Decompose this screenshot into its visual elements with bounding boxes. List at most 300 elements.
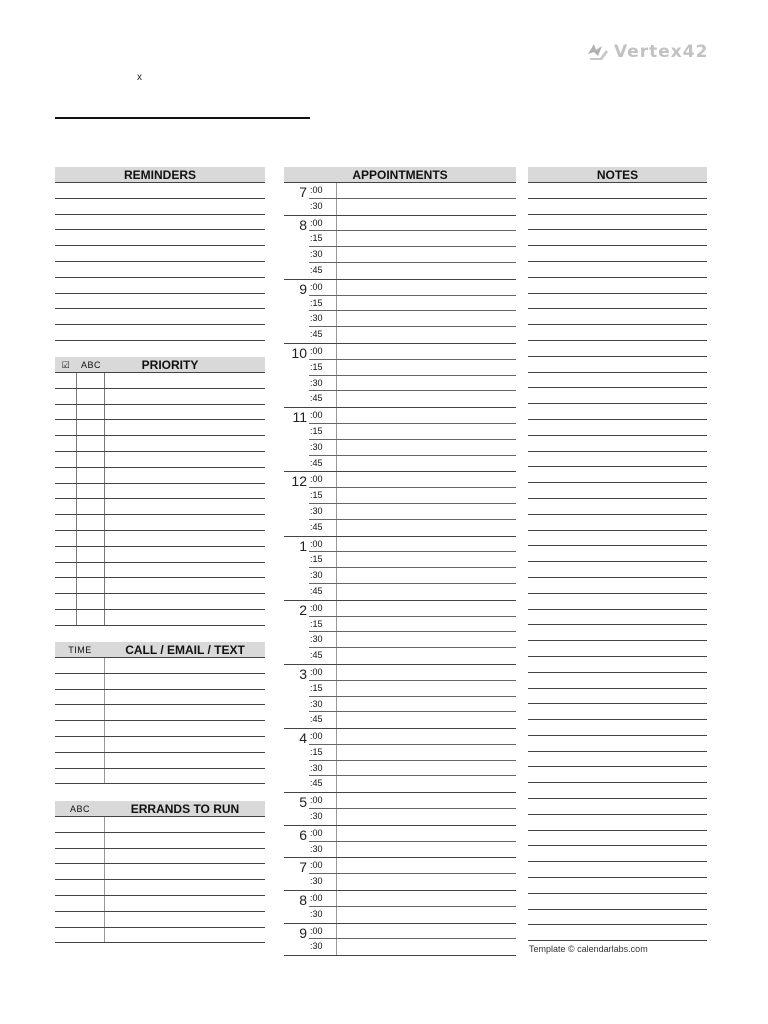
note-line[interactable]	[528, 862, 707, 878]
time-slot[interactable]	[309, 424, 516, 440]
appointment-entry[interactable]	[337, 826, 516, 841]
time-slot[interactable]	[309, 697, 516, 713]
call-entry-cell[interactable]	[105, 674, 265, 689]
minute-label: :45	[309, 456, 337, 472]
appointment-entry[interactable]	[337, 440, 516, 455]
minute-label: :15	[309, 424, 337, 439]
note-line[interactable]	[528, 767, 707, 783]
reminder-line[interactable]	[55, 183, 265, 199]
errand-row	[55, 864, 265, 880]
time-slot[interactable]	[309, 263, 516, 279]
time-slot[interactable]	[309, 601, 516, 617]
minute-label: :30	[309, 697, 337, 712]
call-row	[55, 690, 265, 706]
minute-label: :00	[309, 665, 337, 680]
appointment-entry[interactable]	[337, 924, 516, 939]
note-line[interactable]	[528, 341, 707, 357]
template-credit: Template © calendarlabs.com	[529, 944, 648, 954]
note-line[interactable]	[528, 815, 707, 831]
appointment-entry[interactable]	[337, 729, 516, 744]
priority-abc-cell[interactable]	[77, 610, 105, 625]
note-line[interactable]	[528, 230, 707, 246]
time-slot[interactable]	[309, 632, 516, 648]
minute-label: :00	[309, 858, 337, 873]
appointment-entry[interactable]	[337, 488, 516, 503]
priority-abc-cell[interactable]	[77, 547, 105, 562]
appointment-entry[interactable]	[337, 617, 516, 632]
appointment-entry[interactable]	[337, 280, 516, 295]
priority-abc-cell[interactable]	[77, 531, 105, 546]
note-line[interactable]	[528, 309, 707, 325]
minute-label: :15	[309, 231, 337, 246]
note-line[interactable]	[528, 910, 707, 926]
call-time-cell[interactable]	[55, 705, 105, 720]
call-entry-cell[interactable]	[105, 753, 265, 768]
appointment-entry[interactable]	[337, 216, 516, 231]
appointment-entry[interactable]	[337, 520, 516, 536]
hour-slots	[309, 891, 516, 923]
note-line[interactable]	[528, 720, 707, 736]
appointment-entry[interactable]	[337, 793, 516, 808]
reminder-line[interactable]	[55, 246, 265, 262]
note-line[interactable]	[528, 562, 707, 578]
call-time-cell[interactable]	[55, 658, 105, 673]
call-entry-cell[interactable]	[105, 769, 265, 784]
priority-task-cell[interactable]	[105, 452, 265, 467]
time-slot[interactable]	[309, 729, 516, 745]
priority-task-cell[interactable]	[105, 515, 265, 530]
time-slot[interactable]	[309, 344, 516, 360]
priority-abc-cell[interactable]	[77, 499, 105, 514]
appointment-entry[interactable]	[337, 376, 516, 391]
time-slot[interactable]	[309, 183, 516, 199]
priority-title: PRIORITY	[141, 357, 199, 372]
appointment-entry[interactable]	[337, 939, 516, 955]
note-line[interactable]	[528, 483, 707, 499]
appointment-entry[interactable]	[337, 472, 516, 487]
priority-abc-cell[interactable]	[77, 594, 105, 609]
priority-abc-cell[interactable]	[77, 515, 105, 530]
appointment-entry[interactable]	[337, 456, 516, 472]
priority-check-cell[interactable]	[55, 515, 77, 530]
reminder-line[interactable]	[55, 199, 265, 215]
time-slot[interactable]	[309, 793, 516, 809]
appointment-entry[interactable]	[337, 504, 516, 519]
priority-task-cell[interactable]	[105, 563, 265, 578]
errand-abc-cell[interactable]	[55, 833, 105, 848]
time-slot[interactable]	[309, 280, 516, 296]
reminders-section	[55, 167, 265, 341]
priority-task-cell[interactable]	[105, 594, 265, 609]
hour-label: 5	[299, 794, 307, 811]
note-line[interactable]	[528, 783, 707, 799]
appointment-entry[interactable]	[337, 907, 516, 923]
hour-label: 6	[299, 826, 307, 843]
priority-check-cell[interactable]	[55, 531, 77, 546]
time-slot[interactable]	[309, 376, 516, 392]
time-slot[interactable]	[309, 360, 516, 376]
priority-check-cell[interactable]	[55, 420, 77, 435]
call-time-cell[interactable]	[55, 674, 105, 689]
priority-check-cell[interactable]	[55, 610, 77, 625]
priority-task-cell[interactable]	[105, 420, 265, 435]
appointment-entry[interactable]	[337, 296, 516, 311]
time-slot[interactable]	[309, 907, 516, 923]
note-line[interactable]	[528, 673, 707, 689]
hour-label: 2	[299, 601, 307, 618]
call-entry-cell[interactable]	[105, 721, 265, 736]
appointment-entry[interactable]	[337, 552, 516, 567]
call-row	[55, 769, 265, 785]
priority-abc-cell[interactable]	[77, 484, 105, 499]
note-line[interactable]	[528, 657, 707, 673]
priority-row	[55, 578, 265, 594]
priority-check-cell[interactable]	[55, 499, 77, 514]
priority-row	[55, 484, 265, 500]
time-slot[interactable]	[309, 552, 516, 568]
call-time-cell[interactable]	[55, 769, 105, 784]
appointment-entry[interactable]	[337, 263, 516, 279]
time-slot[interactable]	[309, 199, 516, 215]
appointment-entry[interactable]	[337, 183, 516, 198]
appointment-entry[interactable]	[337, 632, 516, 647]
time-slot[interactable]	[309, 761, 516, 777]
minute-label: :30	[309, 761, 337, 776]
note-line[interactable]	[528, 752, 707, 768]
time-slot[interactable]	[309, 776, 516, 792]
errand-entry-cell[interactable]	[105, 896, 265, 911]
reminder-line[interactable]	[55, 262, 265, 278]
errand-abc-cell[interactable]	[55, 928, 105, 943]
appointment-entry[interactable]	[337, 408, 516, 423]
priority-abc-cell[interactable]	[77, 389, 105, 404]
note-line[interactable]	[528, 878, 707, 894]
time-slot[interactable]	[309, 584, 516, 600]
appointment-entry[interactable]	[337, 745, 516, 760]
time-slot[interactable]	[309, 617, 516, 633]
errand-row	[55, 896, 265, 912]
note-line[interactable]	[528, 594, 707, 610]
logo-mark-icon	[586, 42, 610, 62]
note-line[interactable]	[528, 420, 707, 436]
hour-block	[284, 924, 516, 957]
time-slot[interactable]	[309, 216, 516, 232]
errand-entry-cell[interactable]	[105, 928, 265, 943]
hour-slots	[309, 183, 516, 215]
time-slot[interactable]	[309, 488, 516, 504]
call-entry-cell[interactable]	[105, 658, 265, 673]
priority-check-cell[interactable]	[55, 436, 77, 451]
time-slot[interactable]	[309, 537, 516, 553]
hour-slots	[309, 280, 516, 343]
note-line[interactable]	[528, 546, 707, 562]
note-line[interactable]	[528, 499, 707, 515]
reminder-line[interactable]	[55, 278, 265, 294]
note-line[interactable]	[528, 578, 707, 594]
appointment-entry[interactable]	[337, 601, 516, 616]
errand-abc-cell[interactable]	[55, 896, 105, 911]
appointment-entry[interactable]	[337, 344, 516, 359]
vertex42-logo	[586, 38, 708, 66]
priority-row	[55, 515, 265, 531]
note-line[interactable]	[528, 325, 707, 341]
minute-label: :45	[309, 648, 337, 664]
hour-slots	[309, 601, 516, 664]
appointment-entry[interactable]	[337, 842, 516, 858]
note-line[interactable]	[528, 846, 707, 862]
priority-check-cell[interactable]	[55, 578, 77, 593]
minute-label: :30	[309, 907, 337, 923]
call-time-cell[interactable]	[55, 721, 105, 736]
appointment-entry[interactable]	[337, 231, 516, 246]
priority-abc-cell[interactable]	[77, 373, 105, 388]
errand-abc-cell[interactable]	[55, 817, 105, 832]
hour-label: 12	[291, 473, 307, 490]
priority-abc-cell[interactable]	[77, 436, 105, 451]
priority-task-cell[interactable]	[105, 484, 265, 499]
note-line[interactable]	[528, 515, 707, 531]
priority-check-cell[interactable]	[55, 468, 77, 483]
call-entry-cell[interactable]	[105, 737, 265, 752]
time-slot[interactable]	[309, 826, 516, 842]
hour-block	[284, 826, 516, 859]
appointment-entry[interactable]	[337, 858, 516, 873]
priority-abc-cell[interactable]	[77, 405, 105, 420]
appointment-entry[interactable]	[337, 761, 516, 776]
errand-entry-cell[interactable]	[105, 849, 265, 864]
errand-entry-cell[interactable]	[105, 864, 265, 879]
time-slot[interactable]	[309, 391, 516, 407]
time-slot[interactable]	[309, 456, 516, 472]
priority-check-cell[interactable]	[55, 405, 77, 420]
priority-task-cell[interactable]	[105, 373, 265, 388]
hour-block	[284, 537, 516, 601]
minute-label: :00	[309, 472, 337, 487]
minute-label: :00	[309, 826, 337, 841]
note-line[interactable]	[528, 262, 707, 278]
appointment-entry[interactable]	[337, 360, 516, 375]
errand-entry-cell[interactable]	[105, 880, 265, 895]
appointment-entry[interactable]	[337, 199, 516, 215]
errand-abc-cell[interactable]	[55, 864, 105, 879]
priority-task-cell[interactable]	[105, 389, 265, 404]
note-line[interactable]	[528, 799, 707, 815]
appointment-entry[interactable]	[337, 311, 516, 326]
note-line[interactable]	[528, 831, 707, 847]
priority-task-cell[interactable]	[105, 436, 265, 451]
appointment-entry[interactable]	[337, 247, 516, 262]
time-slot[interactable]	[309, 520, 516, 536]
note-line[interactable]	[528, 736, 707, 752]
priority-abc-cell[interactable]	[77, 563, 105, 578]
priority-task-cell[interactable]	[105, 531, 265, 546]
minute-label: :00	[309, 280, 337, 295]
hour-slots	[309, 858, 516, 890]
time-slot[interactable]	[309, 408, 516, 424]
time-slot[interactable]	[309, 874, 516, 890]
checkbox-icon: ☑	[61, 359, 71, 370]
minute-label: :15	[309, 296, 337, 311]
note-line[interactable]	[528, 641, 707, 657]
note-line[interactable]	[528, 925, 707, 941]
hour-label: 8	[299, 892, 307, 909]
priority-task-cell[interactable]	[105, 578, 265, 593]
errand-abc-cell[interactable]	[55, 849, 105, 864]
errand-entry-cell[interactable]	[105, 817, 265, 832]
priority-abc-cell[interactable]	[77, 578, 105, 593]
priority-abc-cell[interactable]	[77, 468, 105, 483]
reminder-line[interactable]	[55, 230, 265, 246]
note-line[interactable]	[528, 294, 707, 310]
priority-check-cell[interactable]	[55, 563, 77, 578]
time-slot[interactable]	[309, 712, 516, 728]
priority-task-cell[interactable]	[105, 610, 265, 625]
priority-task-cell[interactable]	[105, 468, 265, 483]
note-line[interactable]	[528, 183, 707, 199]
errands-section	[55, 801, 265, 943]
reminder-line[interactable]	[55, 294, 265, 310]
minute-label: :45	[309, 520, 337, 536]
appointment-entry[interactable]	[337, 424, 516, 439]
note-line[interactable]	[528, 404, 707, 420]
call-row	[55, 705, 265, 721]
appointment-entry[interactable]	[337, 697, 516, 712]
priority-task-cell[interactable]	[105, 405, 265, 420]
reminder-line[interactable]	[55, 215, 265, 231]
priority-task-cell[interactable]	[105, 547, 265, 562]
time-slot[interactable]	[309, 568, 516, 584]
time-slot[interactable]	[309, 842, 516, 858]
time-slot[interactable]	[309, 809, 516, 825]
minute-label: :00	[309, 729, 337, 744]
appointment-entry[interactable]	[337, 568, 516, 583]
note-line[interactable]	[528, 436, 707, 452]
call-time-cell[interactable]	[55, 753, 105, 768]
note-line[interactable]	[528, 467, 707, 483]
priority-row	[55, 594, 265, 610]
time-slot[interactable]	[309, 924, 516, 940]
note-line[interactable]	[528, 199, 707, 215]
note-line[interactable]	[528, 357, 707, 373]
hour-label: 7	[299, 859, 307, 876]
time-slot[interactable]	[309, 311, 516, 327]
call-entry-cell[interactable]	[105, 690, 265, 705]
appointment-entry[interactable]	[337, 776, 516, 792]
marker-x: x	[137, 72, 142, 83]
priority-check-cell[interactable]	[55, 389, 77, 404]
hour-slots	[309, 729, 516, 792]
time-slot[interactable]	[309, 681, 516, 697]
appointment-entry[interactable]	[337, 665, 516, 680]
note-line[interactable]	[528, 704, 707, 720]
errand-row	[55, 849, 265, 865]
appointment-entry[interactable]	[337, 648, 516, 664]
note-line[interactable]	[528, 625, 707, 641]
priority-abc-label: ABC	[80, 359, 101, 370]
minute-label: :00	[309, 408, 337, 423]
time-slot[interactable]	[309, 247, 516, 263]
priority-check-cell[interactable]	[55, 484, 77, 499]
priority-check-cell[interactable]	[55, 547, 77, 562]
minute-label: :15	[309, 681, 337, 696]
call-rows	[55, 658, 265, 784]
reminder-line[interactable]	[55, 309, 265, 325]
minute-label: :00	[309, 601, 337, 616]
note-line[interactable]	[528, 278, 707, 294]
priority-abc-cell[interactable]	[77, 420, 105, 435]
appointments-section	[284, 167, 516, 956]
errand-entry-cell[interactable]	[105, 833, 265, 848]
appointment-entry[interactable]	[337, 681, 516, 696]
minute-label: :45	[309, 263, 337, 279]
call-entry-cell[interactable]	[105, 705, 265, 720]
note-line[interactable]	[528, 689, 707, 705]
time-slot[interactable]	[309, 858, 516, 874]
hour-block	[284, 408, 516, 472]
note-line[interactable]	[528, 610, 707, 626]
call-time-cell[interactable]	[55, 690, 105, 705]
appointment-entry[interactable]	[337, 874, 516, 890]
note-line[interactable]	[528, 246, 707, 262]
time-slot[interactable]	[309, 504, 516, 520]
time-slot[interactable]	[309, 231, 516, 247]
priority-row	[55, 531, 265, 547]
note-line[interactable]	[528, 452, 707, 468]
note-line[interactable]	[528, 531, 707, 547]
minute-label: :45	[309, 712, 337, 728]
priority-row	[55, 610, 265, 626]
note-line[interactable]	[528, 894, 707, 910]
minute-label: :30	[309, 842, 337, 858]
call-time-label: TIME	[68, 644, 92, 655]
priority-check-cell[interactable]	[55, 594, 77, 609]
appointment-entry[interactable]	[337, 809, 516, 825]
priority-check-cell[interactable]	[55, 373, 77, 388]
minute-label: :30	[309, 632, 337, 647]
appointment-entry[interactable]	[337, 327, 516, 343]
priority-abc-cell[interactable]	[77, 452, 105, 467]
appointment-entry[interactable]	[337, 391, 516, 407]
time-slot[interactable]	[309, 891, 516, 907]
priority-task-cell[interactable]	[105, 499, 265, 514]
call-row	[55, 753, 265, 769]
hour-label: 3	[299, 665, 307, 682]
priority-check-cell[interactable]	[55, 452, 77, 467]
note-line[interactable]	[528, 373, 707, 389]
priority-row	[55, 452, 265, 468]
time-slot[interactable]	[309, 648, 516, 664]
appointment-entry[interactable]	[337, 891, 516, 906]
appointment-entry[interactable]	[337, 584, 516, 600]
errand-abc-cell[interactable]	[55, 912, 105, 927]
hour-block	[284, 344, 516, 408]
errand-entry-cell[interactable]	[105, 912, 265, 927]
time-slot[interactable]	[309, 440, 516, 456]
time-slot[interactable]	[309, 296, 516, 312]
note-line[interactable]	[528, 215, 707, 231]
time-slot[interactable]	[309, 472, 516, 488]
time-slot[interactable]	[309, 327, 516, 343]
time-slot[interactable]	[309, 745, 516, 761]
appointment-entry[interactable]	[337, 537, 516, 552]
time-slot[interactable]	[309, 665, 516, 681]
errand-abc-cell[interactable]	[55, 880, 105, 895]
call-time-cell[interactable]	[55, 737, 105, 752]
time-slot[interactable]	[309, 939, 516, 955]
reminder-line[interactable]	[55, 325, 265, 341]
note-line[interactable]	[528, 388, 707, 404]
appointment-entry[interactable]	[337, 712, 516, 728]
